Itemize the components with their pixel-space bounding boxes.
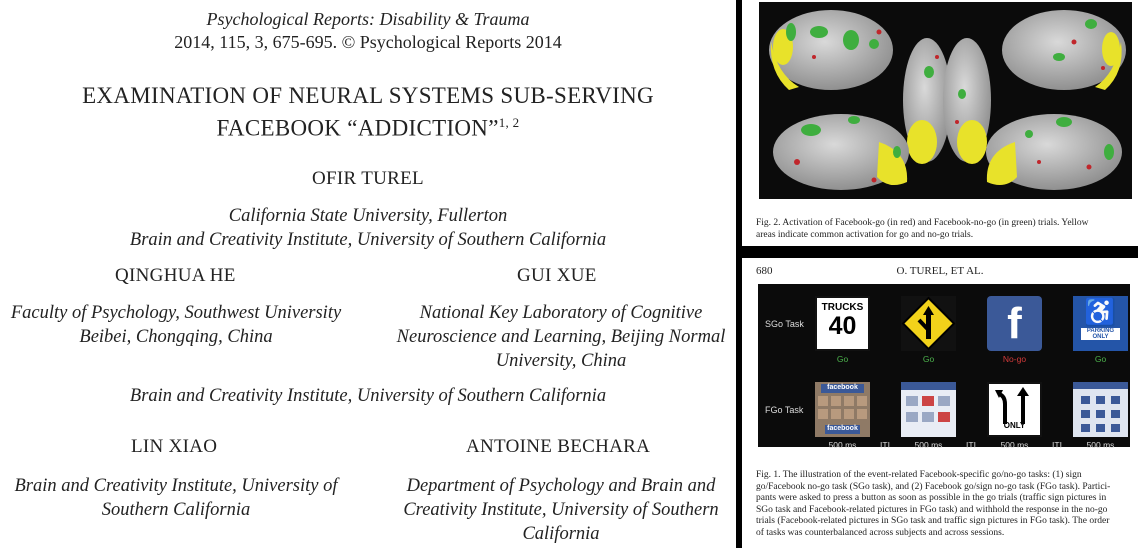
figure-1-caption: Fig. 1. The illustration of the event-related Facebook-specific go/no-go tasks: (1) sign go/Facebook no-go task (SGo task), and (2) Facebook go/sign no-go task (FGo task). Partici- pants were asked to press a button as soon as possible in the go trials (traffic sign pictures in SGo task and Facebook-related pictures in FGo task) and withhold the response in the no-go trials (Facebook-related pictures in SGo task and traffic sign pictures in FGo task). The order of tasks was counterbalanced across subjects and across sessions.	[756, 470, 1111, 538]
author-name-xue: GUI XUE	[517, 265, 597, 286]
facebook-mobile-screenshot	[1073, 382, 1128, 437]
author-affiliation-bechara: Department of Psychology and Brain and Creativity Institute, University of Southern California	[403, 476, 719, 544]
duration-2: 500 ms	[914, 440, 943, 450]
author-name-he: QINGHUA HE	[115, 265, 236, 286]
running-title: O. TUREL, ET AL.	[896, 265, 984, 277]
author-affiliation-he: Faculty of Psychology, Southwest University Beibei, Chongqing, China	[10, 303, 342, 347]
duration-4: 500 ms	[1086, 440, 1115, 450]
wheelchair-icon: ♿	[1084, 297, 1117, 327]
journal-citation: Psychological Reports: Disability & Trauma 2014, 115, 3, 675-695. © Psychological Reports 2014	[174, 9, 562, 52]
sgo-task-label: SGo Task	[765, 319, 804, 329]
figure-2-caption: Fig. 2. Activation of Facebook-go (in red) and Facebook-no-go (in green) trials. Yellow areas indicate common activation for go and no-go trials.	[756, 218, 1089, 240]
duration-1: 500 ms	[828, 440, 857, 450]
label-go-2: Go	[922, 354, 935, 364]
task-illustration	[758, 284, 1130, 450]
facebook-collage-image: facebook facebook	[815, 382, 870, 437]
author-name-xiao: LIN XIAO	[131, 436, 218, 457]
fgo-task-label: FGo Task	[765, 405, 804, 415]
figure-1-panel	[742, 258, 1138, 548]
trucks-40-sign: TRUCKS 40	[815, 296, 870, 351]
facebook-logo-image: f	[987, 296, 1042, 351]
only-lane-sign: ONLY	[987, 382, 1042, 437]
brain-lateral-right	[1002, 10, 1126, 90]
author-affiliation-xiao: Brain and Creativity Institute, University of Southern California	[14, 476, 338, 520]
paper-title: EXAMINATION OF NEURAL SYSTEMS SUB-SERVING FACEBOOK “ADDICTION”$^{1, 2}$	[82, 83, 654, 141]
author-name-bechara: ANTOINE BECHARA	[466, 436, 651, 457]
brain-activation-image	[759, 2, 1132, 199]
author-affiliation-turel: California State University, Fullerton Brain and Creativity Institute, University of Southern California	[129, 206, 607, 250]
label-go-1: Go	[836, 354, 849, 364]
brain-lateral-left	[769, 10, 893, 90]
brain-medial-right	[986, 114, 1122, 190]
brain-renderings	[759, 2, 1132, 199]
iti-3: ITI	[1052, 440, 1062, 450]
figure-2-panel	[742, 0, 1138, 246]
iti-1: ITI	[880, 440, 890, 450]
author-name-turel: OFIR TUREL	[312, 168, 424, 189]
label-nogo: No-go	[1002, 354, 1027, 364]
merge-sign	[901, 296, 956, 351]
brain-medial-left	[773, 114, 909, 190]
handicap-parking-sign: ♿ PARKING ONLY	[1073, 296, 1128, 351]
page-number: 680	[756, 265, 773, 277]
label-go-3: Go	[1094, 354, 1107, 364]
facebook-page-screenshot	[901, 382, 956, 437]
author-affiliation-xue: National Key Laboratory of Cognitive Neuroscience and Learning, Beijing Normal University, China	[396, 303, 726, 371]
brain-ventral	[903, 38, 991, 164]
figure-column	[736, 0, 1138, 548]
duration-3: 500 ms	[1000, 440, 1029, 450]
shared-affiliation: Brain and Creativity Institute, University of Southern California	[129, 386, 607, 406]
iti-2: ITI	[966, 440, 976, 450]
